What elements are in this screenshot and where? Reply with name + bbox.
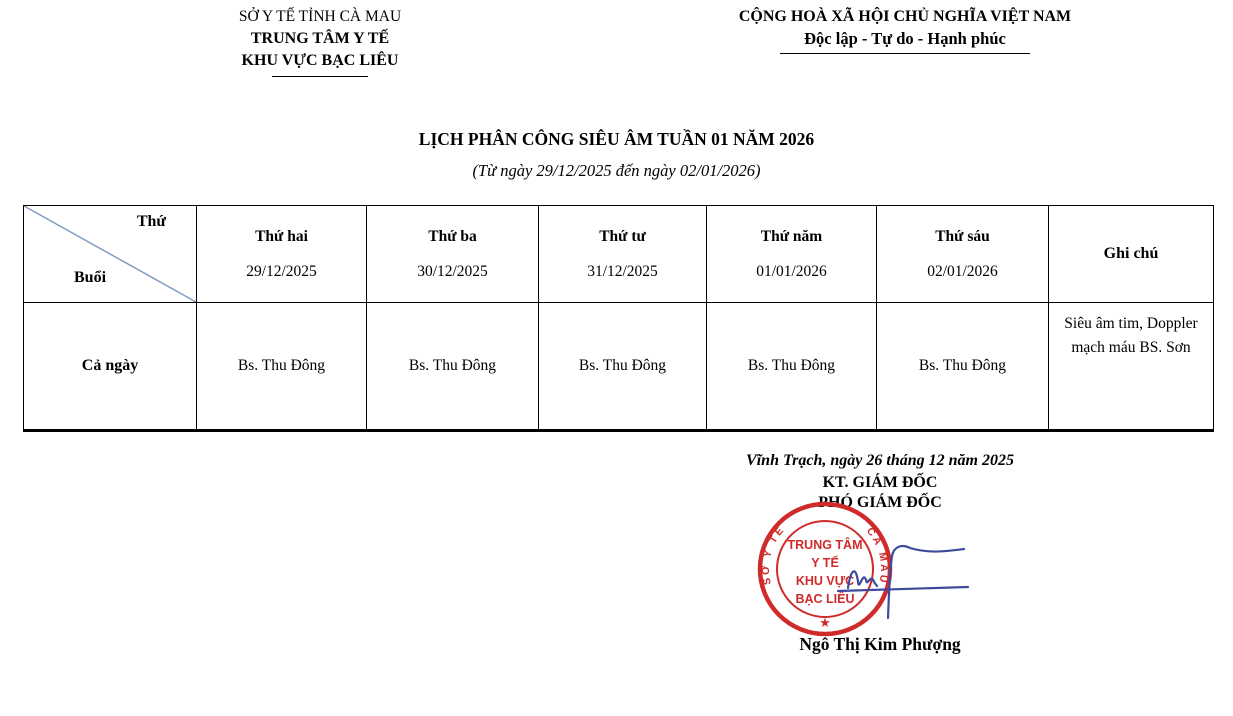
stamp-center-line2: Y TẾ bbox=[811, 556, 839, 570]
date-label: 30/12/2025 bbox=[417, 262, 488, 280]
diagonal-line bbox=[24, 206, 196, 302]
issuer-org-region: KHU VỰC BẠC LIÊU bbox=[241, 52, 399, 69]
national-motto-line1: CỘNG HOÀ XÃ HỘI CHỦ NGHĨA VIỆT NAM bbox=[738, 8, 1072, 25]
column-header-monday bbox=[197, 206, 367, 303]
signature-scribble bbox=[848, 571, 877, 588]
motto-underline bbox=[780, 53, 1030, 54]
place-and-date: Vĩnh Trạch, ngày 26 tháng 12 năm 2025 bbox=[746, 452, 1014, 469]
assignment-wednesday: Bs. Thu Đông bbox=[539, 303, 707, 431]
stamp-star-icon: ★ bbox=[819, 615, 831, 630]
table-row bbox=[24, 303, 1214, 431]
national-motto-line2: Độc lập - Tự do - Hạnh phúc bbox=[804, 29, 1006, 48]
signature-underline bbox=[838, 587, 968, 591]
table-header-row bbox=[24, 206, 1214, 303]
stamp-center-line1: TRUNG TÂM bbox=[787, 538, 863, 552]
note-cell: Siêu âm tim, Doppler mạch máu BS. Sơn bbox=[1049, 303, 1214, 431]
column-header-notes: Ghi chú bbox=[1049, 206, 1214, 303]
date-label: 01/01/2026 bbox=[756, 262, 827, 280]
signature-flourish bbox=[888, 546, 964, 618]
letterhead-national bbox=[705, 6, 1105, 54]
stamp-center-line3: KHU VỰC bbox=[795, 574, 855, 588]
schedule-table bbox=[23, 205, 1214, 432]
issuer-underline bbox=[272, 76, 368, 77]
date-label: 29/12/2025 bbox=[246, 262, 317, 280]
column-header-thursday bbox=[707, 206, 877, 303]
signer-title-2: PHÓ GIÁM ĐỐC bbox=[818, 494, 942, 511]
day-label: Thứ sáu bbox=[935, 227, 990, 245]
column-header-wednesday bbox=[539, 206, 707, 303]
page-title: LỊCH PHÂN CÔNG SIÊU ÂM TUẦN 01 NĂM 2026 bbox=[418, 129, 815, 149]
stamp-arc-right-text: CÀ MAU bbox=[863, 525, 891, 586]
date-label: 02/01/2026 bbox=[927, 262, 998, 280]
assignment-thursday: Bs. Thu Đông bbox=[707, 303, 877, 431]
stamp-center-line4: BẠC LIÊU bbox=[795, 592, 855, 606]
signer-title-1: KT. GIÁM ĐỐC bbox=[822, 474, 938, 491]
column-header-friday bbox=[877, 206, 1049, 303]
signer-name: Ngô Thị Kim Phượng bbox=[799, 634, 961, 654]
date-label: 31/12/2025 bbox=[587, 262, 658, 280]
page-subtitle: (Từ ngày 29/12/2025 đến ngày 02/01/2026) bbox=[472, 161, 761, 180]
stamp-arc-left-text: SỞ Y TẾ bbox=[759, 523, 788, 586]
day-label: Thứ năm bbox=[760, 227, 823, 245]
day-label: Thứ tư bbox=[599, 227, 646, 245]
corner-label-day: Thứ bbox=[136, 213, 166, 230]
issuer-parent-org: SỞ Y TẾ TỈNH CÀ MAU bbox=[238, 8, 402, 25]
issuer-org: TRUNG TÂM Y TẾ bbox=[250, 30, 390, 47]
session-cell: Cả ngày bbox=[24, 303, 197, 431]
column-header-tuesday bbox=[367, 206, 539, 303]
day-label: Thứ hai bbox=[255, 227, 308, 245]
assignment-tuesday: Bs. Thu Đông bbox=[367, 303, 539, 431]
corner-cell bbox=[24, 206, 197, 303]
handwritten-signature bbox=[830, 530, 980, 630]
day-label: Thứ ba bbox=[428, 227, 477, 245]
corner-label-session: Buổi bbox=[74, 269, 107, 286]
assignment-monday: Bs. Thu Đông bbox=[197, 303, 367, 431]
letterhead-issuer bbox=[140, 6, 500, 77]
assignment-friday: Bs. Thu Đông bbox=[877, 303, 1049, 431]
